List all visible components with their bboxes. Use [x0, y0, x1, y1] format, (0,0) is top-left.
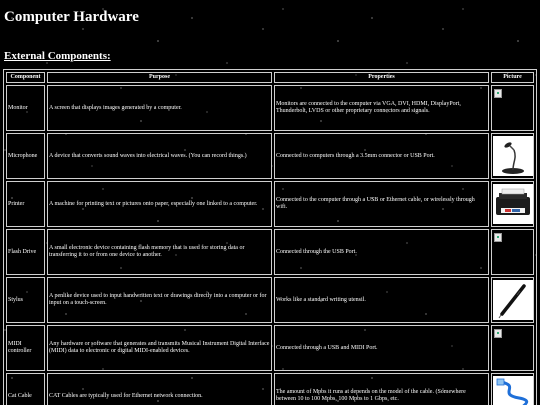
picture-cell [491, 229, 534, 275]
component-cell: Microphone [6, 133, 45, 179]
table-row [6, 85, 534, 131]
section-heading: External Components: [4, 50, 111, 62]
header-properties: Properties [274, 72, 489, 83]
table-row [6, 373, 534, 405]
properties-cell: Connected through the USB Port. [274, 229, 489, 275]
broken-image-icon [493, 88, 533, 128]
purpose-cell: A penlike device used to input handwritten text or drawings directly into a computer or for input on a touch-screen. [47, 277, 272, 323]
purpose-cell: A machine for printing text or pictures onto paper, especially one linked to a computer. [47, 181, 272, 227]
properties-cell: Connected to computers through a 3.5mm connector or USB Port. [274, 133, 489, 179]
broken-image-icon [493, 232, 533, 272]
properties-cell: Connected to the computer through a USB or Ethernet cable, or wirelessly through wifi. [274, 181, 489, 227]
header-component: Component [6, 72, 45, 83]
table-row [6, 133, 534, 179]
picture-cell [491, 277, 534, 323]
component-cell: Monitor [6, 85, 45, 131]
component-cell: MIDI controller [6, 325, 45, 371]
header-purpose: Purpose [47, 72, 272, 83]
page-title: Computer Hardware [4, 9, 139, 25]
picture-cell [491, 373, 534, 405]
properties-cell: The amount of Mpbs it runs at depends on the model of the cable. (Somewhere between 10 to 100 Mpbs, 100 Mpbs to 1 Gbps, etc. [274, 373, 489, 405]
table-row [6, 277, 534, 323]
header-picture: Picture [491, 72, 534, 83]
hardware-table [3, 69, 537, 405]
picture-cell [491, 85, 534, 131]
purpose-cell: CAT Cables are typically used for Ethernet network connection. [47, 373, 272, 405]
component-cell: Printer [6, 181, 45, 227]
microphone-photo [493, 136, 533, 176]
properties-cell: Monitors are connected to the computer via VGA, DVI, HDMI, DisplayPort, Thunderbolt, LVDS or other proprietary connectors and signals. [274, 85, 489, 131]
table-row [6, 181, 534, 227]
table-header-row [6, 72, 534, 83]
properties-cell: Works like a standard writing utensil. [274, 277, 489, 323]
component-cell: Flash Drive [6, 229, 45, 275]
picture-cell [491, 181, 534, 227]
printer-photo [493, 184, 533, 224]
table-row [6, 325, 534, 371]
table-row [6, 229, 534, 275]
purpose-cell: A screen that displays images generated by a computer. [47, 85, 272, 131]
purpose-cell: A small electronic device containing flash memory that is used for storing data or transferring it to or from one device to another. [47, 229, 272, 275]
purpose-cell: Any hardware or software that generates and transmits Musical Instrument Digital Interface (MIDI) data to electronic or digital MIDI-enabled devices. [47, 325, 272, 371]
picture-cell [491, 133, 534, 179]
component-cell: Cat Cable [6, 373, 45, 405]
properties-cell: Connected through a USB and MIDI Port. [274, 325, 489, 371]
stylus-photo [493, 280, 533, 320]
component-cell: Stylus [6, 277, 45, 323]
ethernet-cable-photo [493, 376, 533, 405]
purpose-cell: A device that converts sound waves into electrical waves. (You can record things.) [47, 133, 272, 179]
picture-cell [491, 325, 534, 371]
broken-image-icon [493, 328, 533, 368]
